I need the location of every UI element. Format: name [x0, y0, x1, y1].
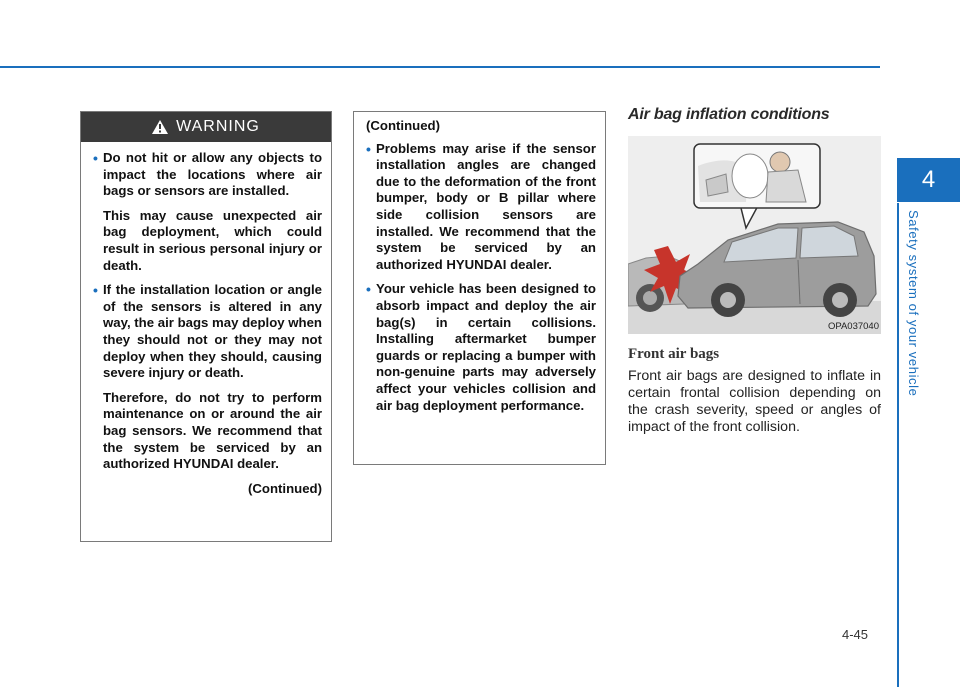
warning-paragraph: Therefore, do not try to perform maintenance on or around the air bag sensors. We recommend that the system be serviced by an authorized HYUNDAI dealer. [103, 389, 322, 472]
header-rule [0, 66, 880, 68]
page-number: 4-45 [842, 627, 869, 642]
warning-bullet [93, 150, 322, 200]
warning-bullet-text: If the installation location or angle of the sensors is altered in any way, the air bags may deploy when they should not or they may not deploy when they should, causing severe injury or death. [103, 282, 322, 381]
continued-bullet-text: Problems may arise if the sensor installation angles are changed due to the deformation of the front bumper, body or B pillar where side collision sensors are installed. We recommend that the system be serviced by an authorized HYUNDAI dealer. [376, 140, 596, 272]
chapter-title-text: Safety system of your vehicle [906, 210, 921, 397]
warning-title: WARNING [176, 118, 260, 135]
bullet-icon: • [366, 140, 371, 157]
subsection-title: Front air bags [628, 346, 720, 362]
continued-bullet [366, 281, 596, 414]
continued-box [353, 111, 606, 465]
section-description: Front air bags are designed to inflate in certain frontal collision depending on the crash severity, speed or angles of impact of the front collision. [628, 368, 881, 435]
warning-box [80, 111, 332, 542]
warning-header [81, 112, 331, 142]
warning-bullet-text: Do not hit or allow any objects to impact the locations where air bags or sensors are installed. [103, 150, 322, 199]
bullet-icon: • [93, 282, 98, 299]
warning-bullet [93, 282, 322, 382]
continued-bullet-text: Your vehicle has been designed to absorb impact and deploy the air bag(s) in certain collisions. Installing aftermarket bumper guards or replacing a bumper with non-genuine parts may adversely affect your vehicles collision and air bag deployment performance. [376, 281, 596, 413]
continued-title: (Continued) [366, 118, 440, 133]
chapter-rule [897, 203, 899, 687]
warning-icon [152, 120, 168, 134]
bullet-icon: • [93, 150, 98, 166]
warning-paragraph: This may cause unexpected air bag deployment, which could result in serious personal injury or death. [103, 207, 322, 273]
bullet-icon: • [366, 281, 371, 298]
continued-bullet [366, 141, 596, 274]
section-title: Air bag inflation conditions [628, 106, 830, 123]
collision-illustration [628, 136, 881, 334]
figure-code: OPA037040 [827, 321, 879, 332]
crash-illustration [628, 136, 881, 334]
chapter-tab: 4 [897, 158, 960, 202]
chapter-title [903, 210, 925, 400]
continued-label: (Continued) [248, 480, 322, 496]
